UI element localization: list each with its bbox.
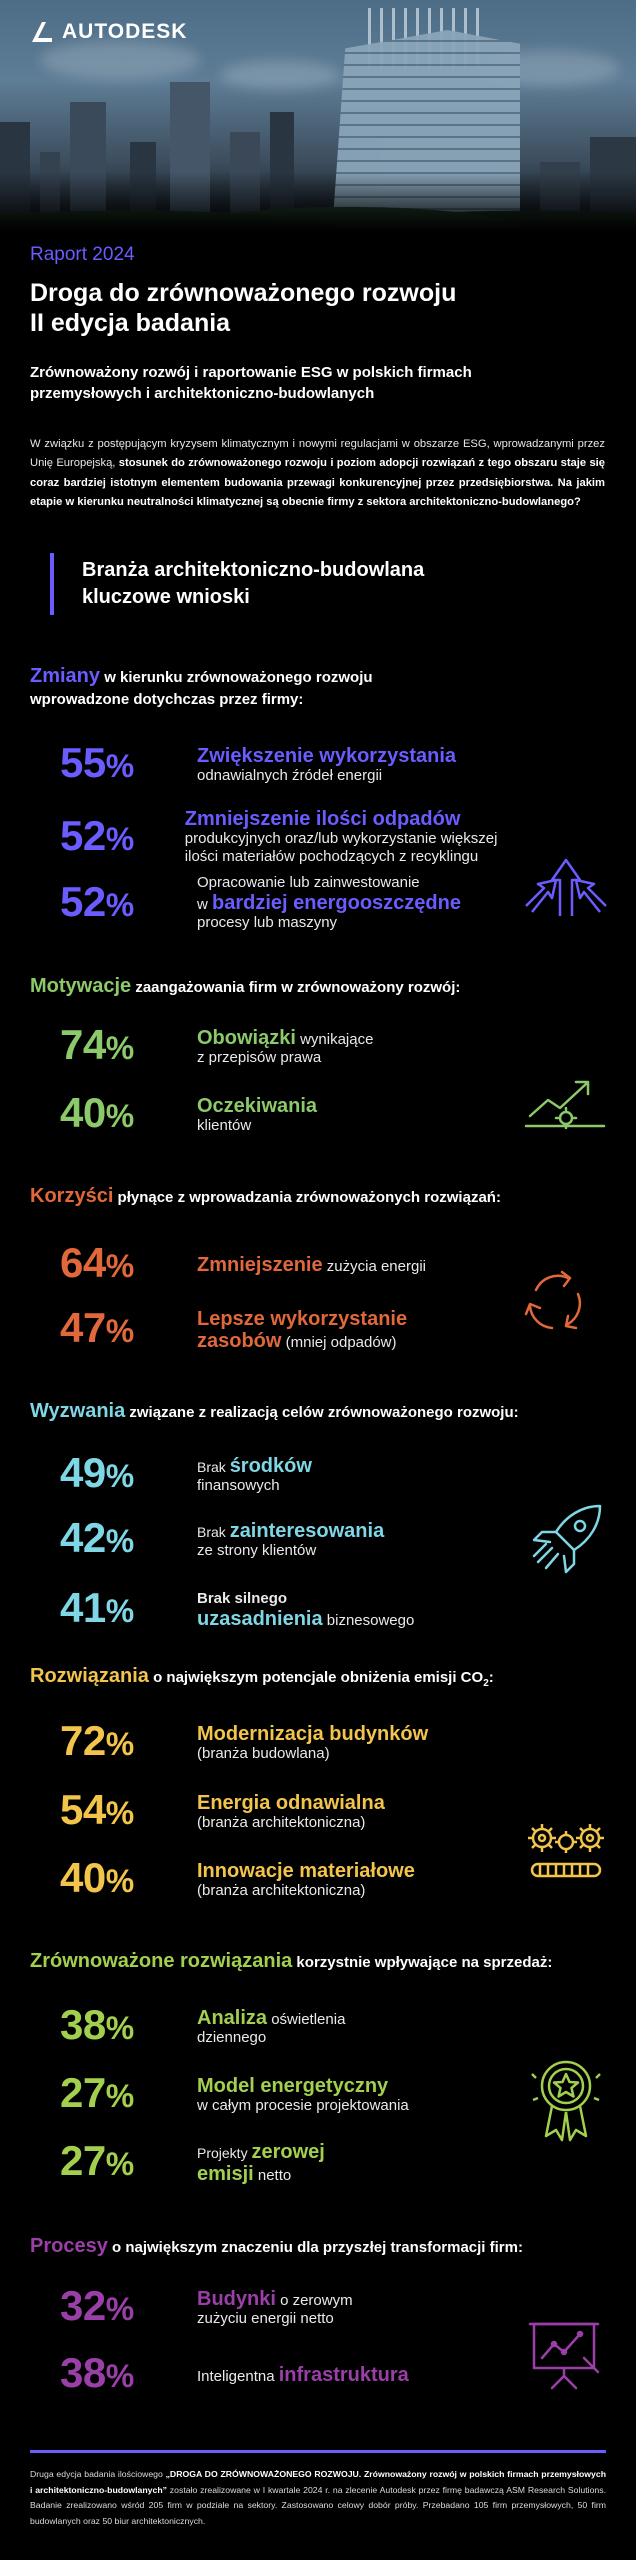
recycle-icon [522,1268,588,1334]
stat-text: o zerowym [275,2291,353,2309]
stat-highlight: zainteresowania [229,1519,385,1542]
stat-row [60,1718,540,1767]
footer-divider [30,2450,606,2453]
stat-percent: 41% [60,1584,134,1631]
stat-row [60,2138,540,2187]
autodesk-logo[interactable] [30,20,187,44]
stat-text: odnawialnych źródeł energii [197,766,383,784]
stat-description [185,808,540,866]
stat-text: procesy lub maszyny [197,914,338,931]
section-heading-text: : [488,1669,494,1686]
section-heading-procesy [30,2235,620,2259]
stat-description [197,2288,353,2328]
section-heading-text: związane z realizacją celów zrównoważonego rozwoju: [125,1404,519,1421]
stat-text: (branża architektoniczna) [197,1813,366,1831]
page-title [30,278,456,338]
stat-description [197,2364,409,2386]
section-highlight: Korzyści [30,1185,114,1207]
footnote [30,2467,606,2529]
footnote-text: Druga edycja badania ilościowego [30,2469,166,2479]
section-highlight: Motywacje [30,975,132,997]
stat-text: Brak [197,1458,230,1475]
stat-percent: 49% [60,1449,134,1496]
stat-highlight: Energia odnawialna [197,1791,385,1814]
key-findings-line-1: Branża architektoniczno-budowlana [82,559,425,581]
stat-row [60,874,540,932]
stat-text: z przepisów prawa [197,1048,322,1066]
stat-row [60,2283,540,2332]
rocket-icon [530,1500,606,1576]
stat-text: finansowych [197,1476,280,1494]
stat-row [60,1855,540,1904]
stat-highlight: Innowacje materiałowe [197,1859,415,1882]
stat-row [60,740,540,789]
section-heading-text: płynące z wprowadzania zrównoważonych rozwiązań: [113,1189,501,1206]
stat-text: klientów [197,1116,252,1134]
stat-highlight: Zmniejszenie [197,1253,323,1276]
stat-percent: 40% [60,1089,134,1136]
hero-fade [0,172,636,232]
stat-highlight: uzasadnienia [197,1607,323,1630]
stat-description [197,1860,415,1900]
stat-description [197,1520,384,1560]
stat-highlight: Budynki [197,2287,276,2310]
stat-highlight: bardziej energooszczędne [212,892,461,914]
title-line-2: II edycja badania [30,309,231,337]
section-heading-korzysci [30,1185,620,1209]
stat-row [60,808,540,866]
stat-percent: 55% [60,739,134,786]
arrows-icon [522,856,610,918]
stat-text: w [197,896,212,913]
section-heading-zmiany [30,665,620,711]
stat-highlight: środków [229,1454,312,1477]
stat-text: ze strony klientów [197,1541,317,1559]
stat-description [197,1027,373,1067]
stat-highlight: zerowej [251,2140,325,2163]
section-heading-sprzedaz [30,1950,620,1974]
subtitle-line-1: Zrównoważony rozwój i raportowanie ESG w polskich firmach [30,364,472,381]
footnote-study-title: „DROGA DO ZRÓWNOWAŻONEGO ROZWOJU. Zrównoważony rozwój w polskich firmach przemysłowych i architektoniczno-budowlanych” [30,2469,606,2495]
section-highlight: Wyzwania [30,1400,126,1422]
intro-paragraph [30,435,605,513]
section-heading-motywacje [30,975,620,999]
stat-text: (branża budowlana) [197,1744,330,1762]
hero-image [0,0,636,232]
stat-row [60,1240,540,1289]
subscript: 2 [483,1678,489,1689]
stat-highlight: Zmniejszenie ilości odpadów [184,808,461,830]
presentation-board-icon [524,2318,604,2390]
stat-text: oświetlenia [267,2010,346,2028]
growth-chart-icon [522,1072,608,1132]
cloud [220,60,340,90]
stat-description [197,874,461,932]
stat-description [197,2075,409,2115]
section-highlight: Procesy [30,2235,108,2257]
stat-description [197,1254,426,1276]
award-medal-icon [530,2054,602,2142]
key-findings-box [50,553,610,615]
stat-row [60,1022,540,1071]
intro-bold-text: stosunek do zrównoważonego rozwoju i poziom adopcji rozwiązań z tego obszaru staje się coraz bardziej istotnym elementem budowania przewagi konkurencyjnej przez przedsiębiorstwa. Na jakim etapie w kierunku neutralności klimatycznej są obecnie firmy z sektora architektoniczno-budowlanego? [30,457,605,509]
stat-description [197,745,456,785]
stat-text: zużycia energii [322,1257,426,1275]
stat-highlight: infrastruktura [278,2363,409,2386]
section-heading-text: zaangażowania firm w zrównoważony rozwój: [131,979,461,996]
stat-text: Inteligentna [197,2367,279,2385]
stat-percent: 42% [60,1514,134,1561]
stat-description [197,1723,428,1763]
stat-text: Brak silnego [197,1589,288,1607]
stat-text: w całym procesie projektowania [197,2096,409,2114]
stat-highlight: Obowiązki [197,1026,296,1049]
stat-description [197,1590,414,1630]
section-heading-text: w kierunku zrównoważonego rozwoju [100,669,373,686]
stat-percent: 74% [60,1021,134,1068]
stat-text: Opracowanie lub zainwestowanie [197,874,420,891]
stat-percent: 32% [60,2282,134,2329]
stat-percent: 27% [60,2069,134,2116]
stat-description [197,1792,385,1832]
section-heading-text: o największym potencjale obniżenia emisji CO [148,1669,484,1686]
stat-row [60,1450,540,1499]
stat-percent: 52% [60,811,134,859]
stat-description [197,1095,317,1135]
stat-highlight: Analiza [197,2006,268,2029]
key-findings-line-2: kluczowe wnioski [82,586,250,608]
section-highlight: Rozwiązania [30,1665,149,1687]
gears-icon [524,1820,608,1882]
stat-text: wynikające [295,1030,374,1048]
intro-text: W związku z postępującym kryzysem klimatycznym i nowymi regulacjami w obszarze ESG, wprowadzanymi przez Unię Europejską, [30,438,605,470]
stat-text: ilości materiałów pochodzących z recyklingu [184,848,479,865]
stat-row [60,1585,540,1634]
stat-row [60,1515,540,1564]
stat-description [197,2007,345,2047]
stat-row [60,2350,540,2399]
stat-row [60,2070,540,2119]
section-highlight: Zmiany [30,665,101,687]
stat-text: biznesowego [322,1611,415,1629]
stat-percent: 52% [60,877,134,925]
title-line-1: Droga do zrównoważonego rozwoju [30,279,457,307]
stat-row [60,1090,540,1139]
footnote-text: zostało zrealizowane w I kwartale 2024 r. na zlecenie Autodesk przez firmę badawczą ASM Research Solutions. Badanie zrealizowano wśród 205 firm w podziale na sektory. Zastosowano celowy dobór próby. Przebadano 105 firm przemysłowych, 50 firm budowlanych oraz 50 biur architektonicznych. [30,2484,606,2526]
stat-percent: 38% [60,2349,134,2396]
stat-text: (mniej odpadów) [281,1333,397,1351]
stat-text: (branża architektoniczna) [197,1881,366,1899]
stat-percent: 47% [60,1304,134,1351]
stat-row [60,1305,540,1354]
section-heading-line-2: wprowadzone dotychczas przez firmy: [30,691,304,708]
logo-text: AUTODESK [62,20,188,43]
section-heading-wyzwania [30,1400,620,1424]
stat-percent: 40% [60,1854,134,1901]
stat-highlight: Lepsze wykorzystanie [197,1307,408,1330]
stat-text: netto [253,2166,292,2184]
section-heading-text: o największym znaczeniu dla przyszłej transformacji firm: [107,2239,523,2256]
stat-highlight: zasobów [197,1329,282,1352]
stat-percent: 72% [60,1717,134,1764]
subtitle-line-2: przemysłowych i architektoniczno-budowlanych [30,385,375,402]
stat-percent: 54% [60,1786,134,1833]
stat-description [197,1455,312,1495]
section-heading-rozwiazania [30,1665,620,1695]
stat-text: Projekty [197,2144,252,2161]
section-highlight: Zrównoważone rozwiązania [30,1950,293,1972]
autodesk-logo-icon [30,22,54,42]
cloud [40,40,200,80]
subtitle [30,362,600,404]
stat-percent: 38% [60,2001,134,2048]
stat-highlight: Oczekiwania [197,1094,318,1117]
section-heading-text: korzystnie wpływające na sprzedaż: [292,1954,553,1971]
stat-row [60,1787,540,1836]
stat-percent: 27% [60,2137,134,2184]
stat-highlight: Modernizacja budynków [197,1722,429,1745]
stat-highlight: Zwiększenie wykorzystania [197,744,457,767]
stat-text: Brak [197,1523,230,1540]
report-label: Raport 2024 [30,244,135,265]
stat-highlight: Model energetyczny [197,2074,389,2097]
stat-text: dziennego [197,2028,267,2046]
stat-highlight: emisji [197,2162,254,2185]
stat-percent: 64% [60,1239,134,1286]
stat-row [60,2002,540,2051]
stat-description [197,2141,325,2185]
stat-text: produkcyjnych oraz/lub wykorzystanie większej [184,830,498,847]
stat-text: zużyciu energii netto [197,2309,334,2327]
stat-description [197,1308,407,1352]
